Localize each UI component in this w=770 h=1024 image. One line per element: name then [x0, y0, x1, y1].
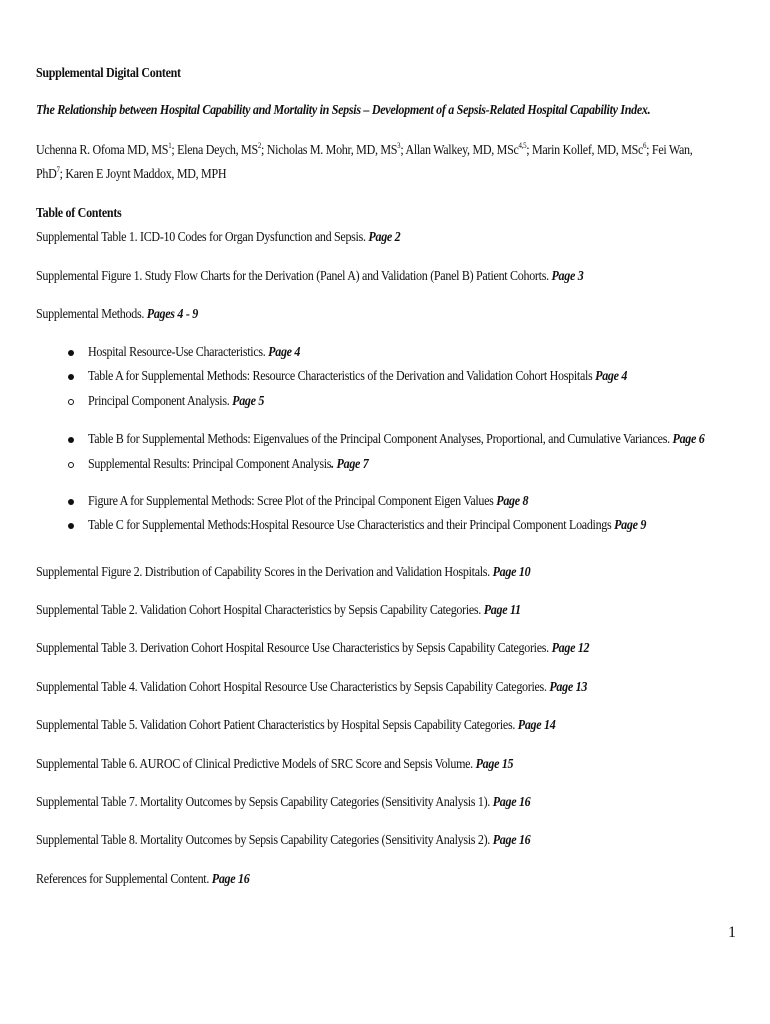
authors-line-1: Uchenna R. Ofoma MD, $MS^1$; Elena Deych, $MS^2$; Nicholas M. Mohr, MD, $MS^3$; Allan Walkey, MD, MSc$^{4,5}$; Marin Kollef, MD, MSc$^6$; Fei Wan,	[36, 141, 693, 158]
article-title: The Relationship between Hospital Capability and Mortality in Sepsis – Development of a Sepsis-Related Hospital Capability Index.	[36, 103, 651, 118]
page-number: 1	[728, 924, 736, 941]
toc-entry: Supplemental Methods. Pages 4 - 9	[36, 307, 198, 322]
toc-entry: Supplemental Table 4. Validation Cohort Hospital Resource Use Characteristics by Sepsis Capability Categories. Page 13	[36, 680, 588, 695]
toc-subentry: Principal Component Analysis. Page 5	[88, 394, 265, 409]
authors-line-2: PhD$^7$; Karen E Joynt Maddox, MD, MPH	[36, 165, 227, 182]
bullet-icon	[68, 462, 74, 468]
document-title: Supplemental Digital Content	[36, 66, 181, 81]
toc-entry: References for Supplemental Content. Page 16	[36, 872, 250, 887]
toc-subentry: Table C for Supplemental Methods:Hospital Resource Use Characteristics and their Principal Component Loadings Page 9	[88, 518, 647, 533]
toc-subentry: Table A for Supplemental Methods: Resource Characteristics of the Derivation and Validation Cohort Hospitals Page 4	[88, 369, 628, 384]
toc-subentry: Hospital Resource-Use Characteristics. Page 4	[88, 345, 301, 360]
bullet-icon	[68, 523, 74, 529]
toc-heading: Table of Contents	[36, 206, 122, 221]
toc-subentry: Table B for Supplemental Methods: Eigenvalues of the Principal Component Analyses, Proportional, and Cumulative Variances. Page 6	[88, 432, 705, 447]
bullet-icon	[68, 437, 74, 443]
toc-subentry: Supplemental Results: Principal Component Analysis. Page 7	[88, 457, 369, 472]
toc-entry: Supplemental Figure 1. Study Flow Charts for the Derivation (Panel A) and Validation (Panel B) Patient Cohorts. Page 3	[36, 269, 584, 284]
toc-subentry: Figure A for Supplemental Methods: Scree Plot of the Principal Component Eigen Values Page 8	[88, 494, 529, 509]
bullet-icon	[68, 350, 74, 356]
toc-entry: Supplemental Table 1. ICD-10 Codes for Organ Dysfunction and Sepsis. Page 2	[36, 230, 401, 245]
bullet-icon	[68, 399, 74, 405]
bullet-icon	[68, 374, 74, 380]
toc-entry: Supplemental Figure 2. Distribution of Capability Scores in the Derivation and Validation Hospitals. Page 10	[36, 565, 531, 580]
toc-entry: Supplemental Table 6. AUROC of Clinical Predictive Models of SRC Score and Sepsis Volume. Page 15	[36, 757, 514, 772]
toc-entry: Supplemental Table 2. Validation Cohort Hospital Characteristics by Sepsis Capability Categories. Page 11	[36, 603, 521, 618]
bullet-icon	[68, 499, 74, 505]
toc-entry: Supplemental Table 5. Validation Cohort Patient Characteristics by Hospital Sepsis Capability Categories. Page 14	[36, 718, 556, 733]
toc-entry: Supplemental Table 3. Derivation Cohort Hospital Resource Use Characteristics by Sepsis Capability Categories. Page 12	[36, 641, 590, 656]
toc-entry: Supplemental Table 8. Mortality Outcomes by Sepsis Capability Categories (Sensitivity Analysis 2). Page 16	[36, 833, 531, 848]
toc-entry: Supplemental Table 7. Mortality Outcomes by Sepsis Capability Categories (Sensitivity Analysis 1). Page 16	[36, 795, 531, 810]
